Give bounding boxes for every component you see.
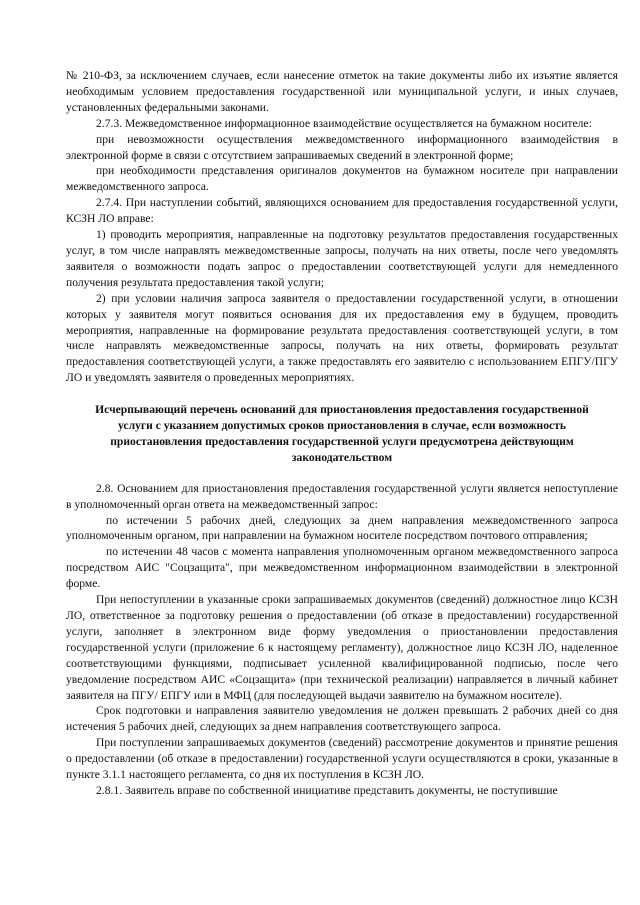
paragraph-law-reference: № 210-ФЗ, за исключением случаев, если нанесение отметок на такие документы либо их изъятие является необходимым условием предоставления государственной или муниципальной услуги, и иных случаев, установленных федеральными законами. — [66, 69, 618, 114]
paragraph-non-receipt: При непоступлении в указанные сроки запрашиваемых документов (сведений) должностное лицо КСЗН ЛО, ответственное за подготовку решения о предоставлении (об отказе в предоставлении) государственной услуги, заполняет в электронном виде форму уведомления о приостановлении предоставления государственной услуги (приложение 6 к настоящему регламенту), должностное лицо КСЗН ЛО, наделенное соответствующими функциями, подписывает усиленной квалифицированной подписью, после чего уведомление посредством АИС «Соцзащита» (при технической реализации) направляется в личный кабинет заявителя на ПГУ/ ЕПГУ или в МФЦ (для последующей выдачи заявителю на бумажном носителе). — [66, 593, 618, 702]
paragraph-item-1: 1) проводить мероприятия, направленные на подготовку результатов предоставления государственных услуг, в том числе направлять межведомственные запросы, получать на них ответы, после чего уведомлять заявителя о возможности подать запрос о предоставлении соответствующей услуги для немедленного получения результата предоставления такой услуги; — [66, 228, 618, 289]
section-heading: Исчерпывающий перечень оснований для приостановления предоставления государственной услуги с указанием допустимых сроков приостановления в случае, если возможность приостановления предоставления государственной услуги предусмотрена действующим законодательством — [95, 403, 589, 464]
paragraph-48-hours: по истечении 48 часов с момента направления уполномоченным органом межведомственного запроса посредством АИС "Соцзащита", при межведомственном информационном взаимодействии в электронной форме. — [66, 545, 618, 591]
document-page — [66, 68, 618, 799]
paragraph-item-2: 2) при условии наличия запроса заявителя о предоставлении государственной услуги, в отношении которых у заявителя могут появиться основания для их предоставления ему в будущем, проводить мероприятия, направленные на формирование результата предоставления соответствующей услуги, в том числе направлять межведомственные запросы, получать на них ответы, формировать результат предоставления соответствующей услуги, а также предоставлять его заявителю с использованием ЕПГУ/ПГУ ЛО и уведомлять заявителя о проведенных мероприятиях. — [66, 291, 618, 385]
paragraph-2-7-3: 2.7.3. Межведомственное информационное взаимодействие осуществляется на бумажном носителе: — [96, 116, 592, 130]
paragraph-on-receipt: При поступлении запрашиваемых документов (сведений) рассмотрение документов и принятие решения о предоставлении (об отказе в предоставлении) государственной услуги осуществляются в сроки, указанные в пункте 3.1.1 настоящего регламента, со дня их поступления в КСЗН ЛО. — [66, 736, 618, 782]
paragraph-2-7-4: 2.7.4. При наступлении событий, являющихся основанием для предоставления государственной услуги, КСЗН ЛО вправе: — [66, 196, 618, 226]
paragraph-2-8-1: 2.8.1. Заявитель вправе по собственной инициативе представить документы, не поступившие — [96, 783, 558, 797]
paragraph-no-electronic: при невозможности осуществления межведомственного информационного взаимодействия в электронной форме в связи с отсутствием запрашиваемых сведений в электронной форме; — [66, 132, 618, 162]
paragraph-notification-term: Срок подготовки и направления заявителю уведомления не должен превышать 2 рабочих дней со дня истечения 5 рабочих дней, следующих за днем направления соответствующего запроса. — [66, 704, 618, 734]
paragraph-5-days: по истечении 5 рабочих дней, следующих за днем направления межведомственного запроса уполномоченным органом, при направлении на бумажном носителе посредством почтового отправления; — [66, 513, 618, 543]
paragraph-2-8: 2.8. Основанием для приостановления предоставления государственной услуги является непоступление в уполномоченный орган ответа на межведомственный запрос: — [66, 481, 618, 511]
paragraph-originals: при необходимости представления оригиналов документов на бумажном носителе при направлении межведомственного запроса. — [66, 164, 618, 194]
